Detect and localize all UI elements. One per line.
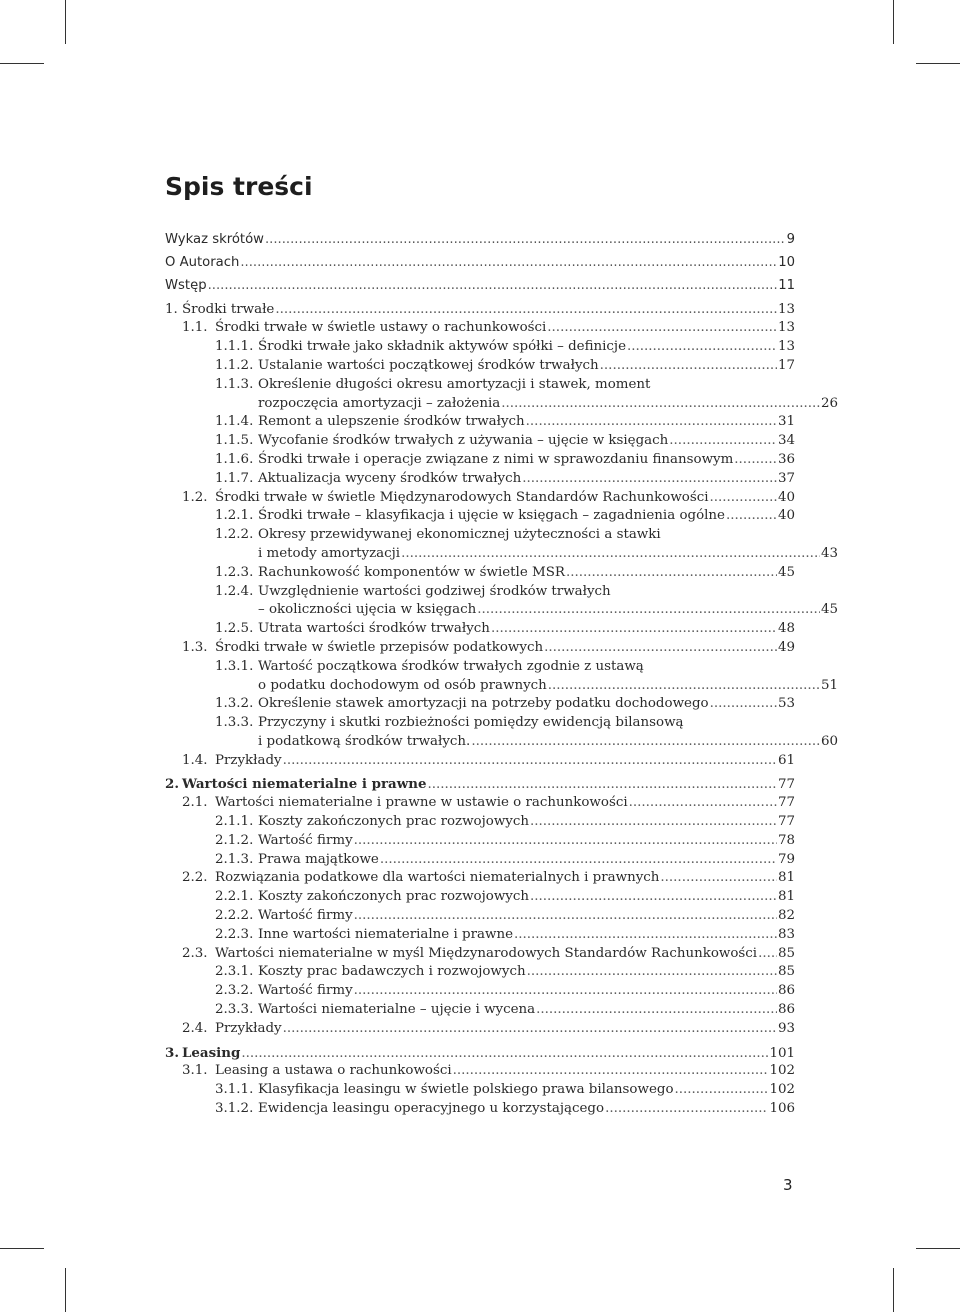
toc-entry-title: Remont a ulepszenie środków trwałych [258,414,525,430]
toc-entry-number: 2.3. [182,945,208,961]
toc-entry-title: Klasyfikacja leasingu w świetle polskiego prawa bilansowego [258,1082,674,1098]
toc-entry-title: Określenie stawek amortyzacji na potrzeby podatku dochodowego [258,696,709,712]
toc-entry-number: 2.2.3. [215,926,254,942]
toc-entry-number: 1.1.2. [215,357,254,373]
toc-entry[interactable] [165,1002,795,1021]
toc-entry[interactable] [165,565,795,584]
toc-entry[interactable] [165,339,795,358]
toc-entry-title-continued: i metody amortyzacji [258,545,401,561]
toc-entry-page: 93 [777,1020,795,1036]
toc-entry-number: 2.2.1. [215,889,254,905]
toc-leader-dots [453,1063,769,1078]
toc-leader-dots [710,490,777,505]
toc-entry-number: 1.3.2. [215,696,254,712]
toc-entry-number: 1.3.3. [215,715,254,731]
toc-entry-page: 102 [769,1063,795,1079]
toc-entry-page: 61 [777,752,795,768]
toc-entry-page: 45 [777,564,795,580]
crop-mark [916,1248,960,1249]
toc-entry-number: 2.2. [182,870,208,886]
crop-mark [893,0,894,44]
toc-leader-dots [283,753,777,768]
toc-entry-page: 51 [820,677,838,693]
toc-leader-dots [522,471,777,486]
toc-leader-dots [710,696,777,711]
toc-entry-page: 49 [777,639,795,655]
toc-entry-title: Wartości niematerialne – ujęcie i wycena [258,1002,536,1018]
toc-entry-title-continued: i podatkową środków trwałych. [258,733,471,749]
toc-entry[interactable] [165,852,795,871]
toc-entry-number: 3.1. [182,1063,208,1079]
toc-entry-number: 1.1.7. [215,470,254,486]
toc-leader-dots [627,339,777,354]
toc-entry-title: Koszty zakończonych prac rozwojowych [258,814,529,830]
toc-entry-page: 101 [769,1045,795,1061]
toc-entry-number: 2.1.3. [215,851,254,867]
toc-entry-title: Rozwiązania podatkowe dla wartości niematerialnych i prawnych [215,870,660,886]
toc-entry-title: Inne wartości niematerialne i prawne [258,926,513,942]
toc-entry-title-continued: o podatku dochodowym od osób prawnych [258,677,547,693]
toc-entry-page: 10 [778,255,795,271]
toc-entry-title-continued: – okoliczności ujęcia w księgach [258,602,477,618]
toc-entry[interactable] [165,452,795,471]
toc-leader-dots [354,983,777,998]
toc-entry[interactable] [165,833,795,852]
toc-leader-dots [530,814,777,829]
crop-mark [0,63,44,64]
toc-entry[interactable] [165,1045,795,1064]
toc-leader-dots [629,795,777,810]
toc-entry-number: 2.1.1. [215,814,254,830]
crop-mark [65,0,66,44]
toc-entry-title: Rachunkowość komponentów w świetle MSR [258,564,565,580]
toc-entry-title: Środki trwałe jako składnik aktywów spółki – definicje [258,339,626,355]
toc-entry-number: 1.2. [182,489,208,505]
toc-leader-dots [491,621,777,636]
toc-entry-title: Ustalanie wartości początkowej środków trwałych [258,357,599,373]
toc-leader-dots [669,433,777,448]
toc-entry-title: O Autorach [165,255,240,271]
toc-entry-number: 1.1.3. [215,376,254,392]
toc-entry-page: 79 [777,851,795,867]
toc-entry-title: Wartość firmy [258,983,353,999]
toc-leader-dots [265,232,786,247]
toc-leader-dots [536,1002,777,1017]
toc-entry[interactable] [165,908,795,927]
toc-leader-dots [240,255,777,270]
toc-leader-dots [283,1021,777,1036]
toc-entry-page: 82 [777,908,795,924]
toc-entry-number: 2.2.2. [215,908,254,924]
toc-entry-number: 1.2.4. [215,583,254,599]
toc-entry-page: 37 [777,470,795,486]
toc-entry-number: 2.4. [182,1020,208,1036]
toc-entry[interactable] [165,983,795,1002]
toc-entry-page: 40 [777,508,795,524]
toc-leader-dots [354,833,777,848]
toc-leader-dots [734,452,777,467]
toc-entry-page: 78 [777,832,795,848]
toc-entry-number: 2.1.2. [215,832,254,848]
toc-entry[interactable] [165,320,795,339]
page-title: Spis treści [165,172,313,201]
toc-entry-title: Środki trwałe w świetle przepisów podatkowych [215,639,544,655]
toc-entry[interactable] [165,232,795,251]
toc-entry-number: 3. [165,1044,179,1061]
toc-leader-dots [605,1101,768,1116]
toc-entry[interactable] [165,964,795,983]
toc-leader-dots [544,640,777,655]
toc-entry[interactable] [165,527,838,565]
toc-entry-number: 1.1.4. [215,414,254,430]
toc-entry-page: 26 [820,395,838,411]
toc-entry-page: 85 [777,945,795,961]
toc-entry[interactable] [165,414,795,433]
toc-entry[interactable] [165,889,795,908]
toc-leader-dots [208,278,778,293]
toc-entry-page: 36 [777,451,795,467]
toc-entry-number: 1.1.1. [215,339,254,355]
toc-entry-page: 11 [778,278,795,294]
toc-entry-number: 1.1.5. [215,433,254,449]
toc-entry[interactable] [165,302,795,321]
toc-entry-page: 40 [777,489,795,505]
toc-leader-dots [354,908,777,923]
toc-entry-title: Środki trwałe [182,301,275,317]
toc-entry[interactable] [165,471,795,490]
toc-entry[interactable] [165,621,795,640]
toc-entry[interactable] [165,1082,795,1101]
toc-entry[interactable] [165,870,795,889]
toc-leader-dots [501,396,820,411]
toc-entry-title: Aktualizacja wyceny środków trwałych [258,470,522,486]
toc-entry-number: 2. [165,776,179,793]
toc-entry-title: Wartości niematerialne i prawne [182,776,427,793]
toc-entry-number: 1.1. [182,320,208,336]
toc-entry-page: 31 [777,414,795,430]
toc-entry[interactable] [165,583,838,622]
toc-entry-title: Wartości niematerialne w myśl Międzynarodowych Standardów Rachunkowości [215,945,758,961]
toc-entry-number: 1.3. [182,639,208,655]
toc-entry[interactable] [165,715,838,753]
toc-entry-page: 13 [777,339,795,355]
toc-entry-title: Ewidencja leasingu operacyjnego u korzystającego [258,1101,605,1117]
toc-entry[interactable] [165,753,795,772]
toc-entry[interactable] [165,358,795,377]
toc-entry-number: 1.1.6. [215,451,254,467]
crop-mark [65,1268,66,1312]
toc-leader-dots [275,302,777,317]
toc-entry-title: Środki trwałe i operacje związane z nimi w sprawozdaniu finansowym [258,451,734,467]
toc-leader-dots [675,1082,769,1097]
toc-leader-dots [660,870,777,885]
table-of-contents [165,232,838,1120]
toc-entry-page: 81 [777,889,795,905]
toc-entry-title: Wartości niematerialne i prawne w ustawie o rachunkowości [215,795,628,811]
toc-entry[interactable] [165,255,795,274]
toc-entry-page: 85 [777,964,795,980]
toc-leader-dots [514,927,777,942]
toc-entry-page: 106 [769,1101,795,1117]
toc-entry-title: Utrata wartości środków trwałych [258,621,490,637]
toc-entry-number: 1.2.2. [215,527,254,543]
toc-entry-number: 3.1.2. [215,1101,254,1117]
toc-entry-page: 9 [786,232,795,247]
toc-entry[interactable] [165,490,795,509]
toc-entry-title: Leasing [182,1044,241,1061]
toc-leader-dots [600,358,777,373]
toc-entry-page: 17 [777,357,795,373]
toc-entry-number: 2.3.3. [215,1002,254,1018]
toc-leader-dots [758,946,777,961]
toc-entry-page: 81 [777,870,795,886]
toc-entry[interactable] [165,927,795,946]
toc-entry-page: 77 [777,814,795,830]
toc-entry-page: 60 [820,733,838,749]
toc-entry-number: 1.2.3. [215,564,254,580]
toc-entry-title: Wartość firmy [258,908,353,924]
toc-entry-number: 3.1.1. [215,1082,254,1098]
toc-entry-title: Środki trwałe – klasyfikacja i ujęcie w księgach – zagadnienia ogólne [258,508,725,524]
toc-entry-page: 45 [820,602,838,618]
page-number: 3 [783,1176,793,1194]
toc-entry-title: Koszty prac badawczych i rozwojowych [258,964,526,980]
toc-leader-dots [527,964,777,979]
toc-entry-page: 48 [777,621,795,637]
toc-entry-page: 53 [777,696,795,712]
toc-entry[interactable] [165,1021,795,1040]
toc-entry[interactable] [165,795,795,814]
toc-entry-page: 86 [777,983,795,999]
toc-entry-title: Przyczyny i skutki rozbieżności pomiędzy ewidencją bilansową [258,715,684,731]
toc-entry-number: 2.3.2. [215,983,254,999]
toc-entry[interactable] [165,814,795,833]
toc-entry-page: 34 [777,433,795,449]
toc-entry-number: 1. [165,301,178,317]
toc-entry-page: 83 [777,926,795,942]
toc-entry-number: 1.2.1. [215,508,254,524]
toc-entry-title: Koszty zakończonych prac rozwojowych [258,889,529,905]
toc-entry-title: Przykłady [215,1020,282,1036]
toc-entry-title: Określenie długości okresu amortyzacji i stawek, moment [258,376,651,392]
toc-entry-page: 13 [777,301,795,317]
toc-entry[interactable] [165,640,795,659]
toc-entry-title: Środki trwałe w świetle ustawy o rachunkowości [215,320,547,336]
toc-leader-dots [526,414,777,429]
crop-mark [0,1248,44,1249]
toc-entry[interactable] [165,1101,795,1120]
toc-entry-title: Wykaz skrótów [165,232,264,247]
toc-entry-title: Wartość firmy [258,832,353,848]
toc-leader-dots [241,1046,768,1061]
toc-entry-page: 77 [777,777,795,793]
toc-entry[interactable] [165,776,795,795]
toc-entry[interactable] [165,1063,795,1082]
crop-mark [893,1268,894,1312]
toc-entry-title: Przykłady [215,752,282,768]
toc-entry-page: 43 [820,545,838,561]
toc-entry[interactable] [165,433,795,452]
toc-leader-dots [548,678,820,693]
toc-entry-title: Środki trwałe w świetle Międzynarodowych Standardów Rachunkowości [215,489,709,505]
toc-entry[interactable] [165,946,795,965]
toc-leader-dots [530,889,777,904]
toc-entry-title: Wycofanie środków trwałych z używania – ujęcie w księgach [258,433,669,449]
toc-entry[interactable] [165,508,795,527]
toc-entry[interactable] [165,278,795,297]
toc-leader-dots [380,852,777,867]
toc-entry-number: 1.2.5. [215,621,254,637]
toc-entry-number: 1.3.1. [215,658,254,674]
toc-leader-dots [428,777,777,792]
toc-entry-page: 86 [777,1002,795,1018]
toc-leader-dots [401,546,820,561]
toc-entry-title: Wartość początkowa środków trwałych zgodnie z ustawą [258,658,644,674]
toc-entry[interactable] [165,376,838,415]
toc-entry-title: Leasing a ustawa o rachunkowości [215,1063,452,1079]
toc-entry-number: 1.4. [182,752,208,768]
toc-entry-number: 2.3.1. [215,964,254,980]
toc-leader-dots [471,734,820,749]
toc-entry-title: Okresy przewidywanej ekonomicznej użyteczności a stawki [258,527,661,543]
toc-entry-title: Prawa majątkowe [258,851,379,867]
toc-entry-page: 77 [777,795,795,811]
toc-leader-dots [547,320,777,335]
toc-entry-title: Uwzględnienie wartości godziwej środków trwałych [258,583,611,599]
toc-entry-page: 102 [769,1082,795,1098]
toc-leader-dots [726,508,777,523]
toc-entry-title-continued: rozpoczęcia amortyzacji – założenia [258,395,501,411]
toc-entry[interactable] [165,696,795,715]
toc-leader-dots [566,565,777,580]
crop-mark [916,63,960,64]
toc-entry[interactable] [165,658,838,697]
toc-entry-title: Wstęp [165,278,207,294]
toc-leader-dots [477,602,820,617]
toc-entry-page: 13 [777,320,795,336]
toc-entry-number: 2.1. [182,795,208,811]
